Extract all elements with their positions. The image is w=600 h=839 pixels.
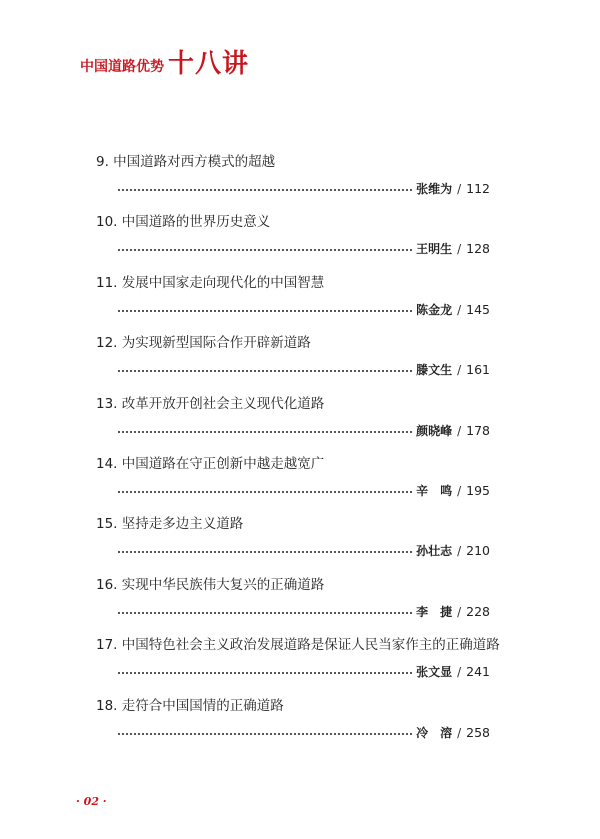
separator: / xyxy=(457,423,462,438)
toc-entry-author: 陈金龙 xyxy=(416,302,453,317)
toc-entry-title: 14. 中国道路在守正创新中越走越宽广 xyxy=(96,455,325,472)
separator: / xyxy=(457,665,462,680)
separator: / xyxy=(457,242,462,257)
toc-entry-16[interactable] xyxy=(96,576,490,636)
separator: / xyxy=(457,725,462,740)
separator: / xyxy=(457,544,462,559)
toc-entry-page: 258 xyxy=(466,724,490,740)
table-of-contents xyxy=(96,153,500,757)
toc-entry-author: 颜晓峰 xyxy=(416,423,453,438)
dot-leader xyxy=(118,491,412,493)
book-title-small: 中国道路优势 xyxy=(80,59,164,75)
separator: / xyxy=(457,604,462,619)
toc-entry-page: 228 xyxy=(466,603,490,619)
dot-leader xyxy=(118,612,412,614)
toc-entry-leader xyxy=(118,721,490,741)
toc-entry-leader xyxy=(118,237,490,257)
dot-leader xyxy=(118,249,412,251)
toc-entry-leader xyxy=(118,358,490,378)
page-number: · 02 · xyxy=(76,795,107,808)
toc-entry-title: 18. 走符合中国国情的正确道路 xyxy=(96,697,284,714)
toc-entry-13[interactable] xyxy=(96,395,490,455)
dot-leader xyxy=(118,370,412,372)
dot-leader xyxy=(118,733,412,735)
toc-entry-leader xyxy=(118,479,490,499)
dot-leader xyxy=(118,431,412,433)
dot-leader xyxy=(118,672,412,674)
toc-entry-author: 滕文生 xyxy=(416,363,453,378)
toc-entry-14[interactable] xyxy=(96,455,490,515)
toc-entry-page: 128 xyxy=(466,241,490,257)
toc-entry-11[interactable] xyxy=(96,274,490,334)
toc-entry-page: 112 xyxy=(466,181,490,196)
toc-entry-title: 12. 为实现新型国际合作开辟新道路 xyxy=(96,335,311,352)
toc-entry-page: 145 xyxy=(466,301,490,317)
toc-entry-page: 161 xyxy=(466,362,490,378)
separator: / xyxy=(457,483,462,498)
toc-entry-title: 15. 坚持走多边主义道路 xyxy=(96,516,244,533)
dot-leader xyxy=(118,310,412,312)
toc-entry-title: 11. 发展中国家走向现代化的中国智慧 xyxy=(96,274,325,291)
dot-leader xyxy=(118,189,412,191)
running-header xyxy=(80,50,249,78)
toc-entry-15[interactable] xyxy=(96,515,490,575)
toc-entry-author: 辛 鸣 xyxy=(416,483,453,498)
toc-entry-leader xyxy=(118,419,490,439)
toc-entry-page: 210 xyxy=(466,543,490,559)
toc-entry-17[interactable] xyxy=(96,636,500,696)
toc-entry-author: 李 捷 xyxy=(416,604,453,619)
separator: / xyxy=(457,363,462,378)
toc-entry-page: 195 xyxy=(466,482,490,498)
toc-entry-10[interactable] xyxy=(96,213,490,273)
separator: / xyxy=(457,302,462,317)
dot-leader xyxy=(118,551,412,553)
toc-entry-title: 16. 实现中华民族伟大复兴的正确道路 xyxy=(96,576,325,593)
toc-entry-author: 王明生 xyxy=(416,242,453,257)
toc-entry-title: 9. 中国道路对西方模式的超越 xyxy=(96,154,276,170)
toc-entry-author: 张文显 xyxy=(416,665,453,680)
toc-entry-leader xyxy=(118,177,490,197)
toc-entry-page: 241 xyxy=(466,664,490,680)
toc-entry-18[interactable] xyxy=(96,697,490,757)
toc-entry-leader xyxy=(118,298,490,318)
toc-entry-leader xyxy=(118,660,490,680)
toc-entry-leader xyxy=(118,539,490,559)
book-title-big: 十八讲 xyxy=(168,49,250,79)
toc-entry-title: 13. 改革开放开创社会主义现代化道路 xyxy=(96,395,325,412)
toc-entry-title: 17. 中国特色社会主义政治发展道路是保证人民当家作主的正确道路 xyxy=(96,637,500,654)
toc-entry-title: 10. 中国道路的世界历史意义 xyxy=(96,214,271,231)
toc-entry-author: 孙壮志 xyxy=(416,544,453,559)
toc-entry-author: 冷 溶 xyxy=(416,725,453,740)
toc-entry-leader xyxy=(118,600,490,620)
toc-entry-page: 178 xyxy=(466,422,490,438)
toc-entry-author: 张维为 xyxy=(416,182,453,196)
separator: / xyxy=(457,182,462,196)
toc-entry-9[interactable] xyxy=(96,153,490,213)
toc-entry-12[interactable] xyxy=(96,334,490,394)
